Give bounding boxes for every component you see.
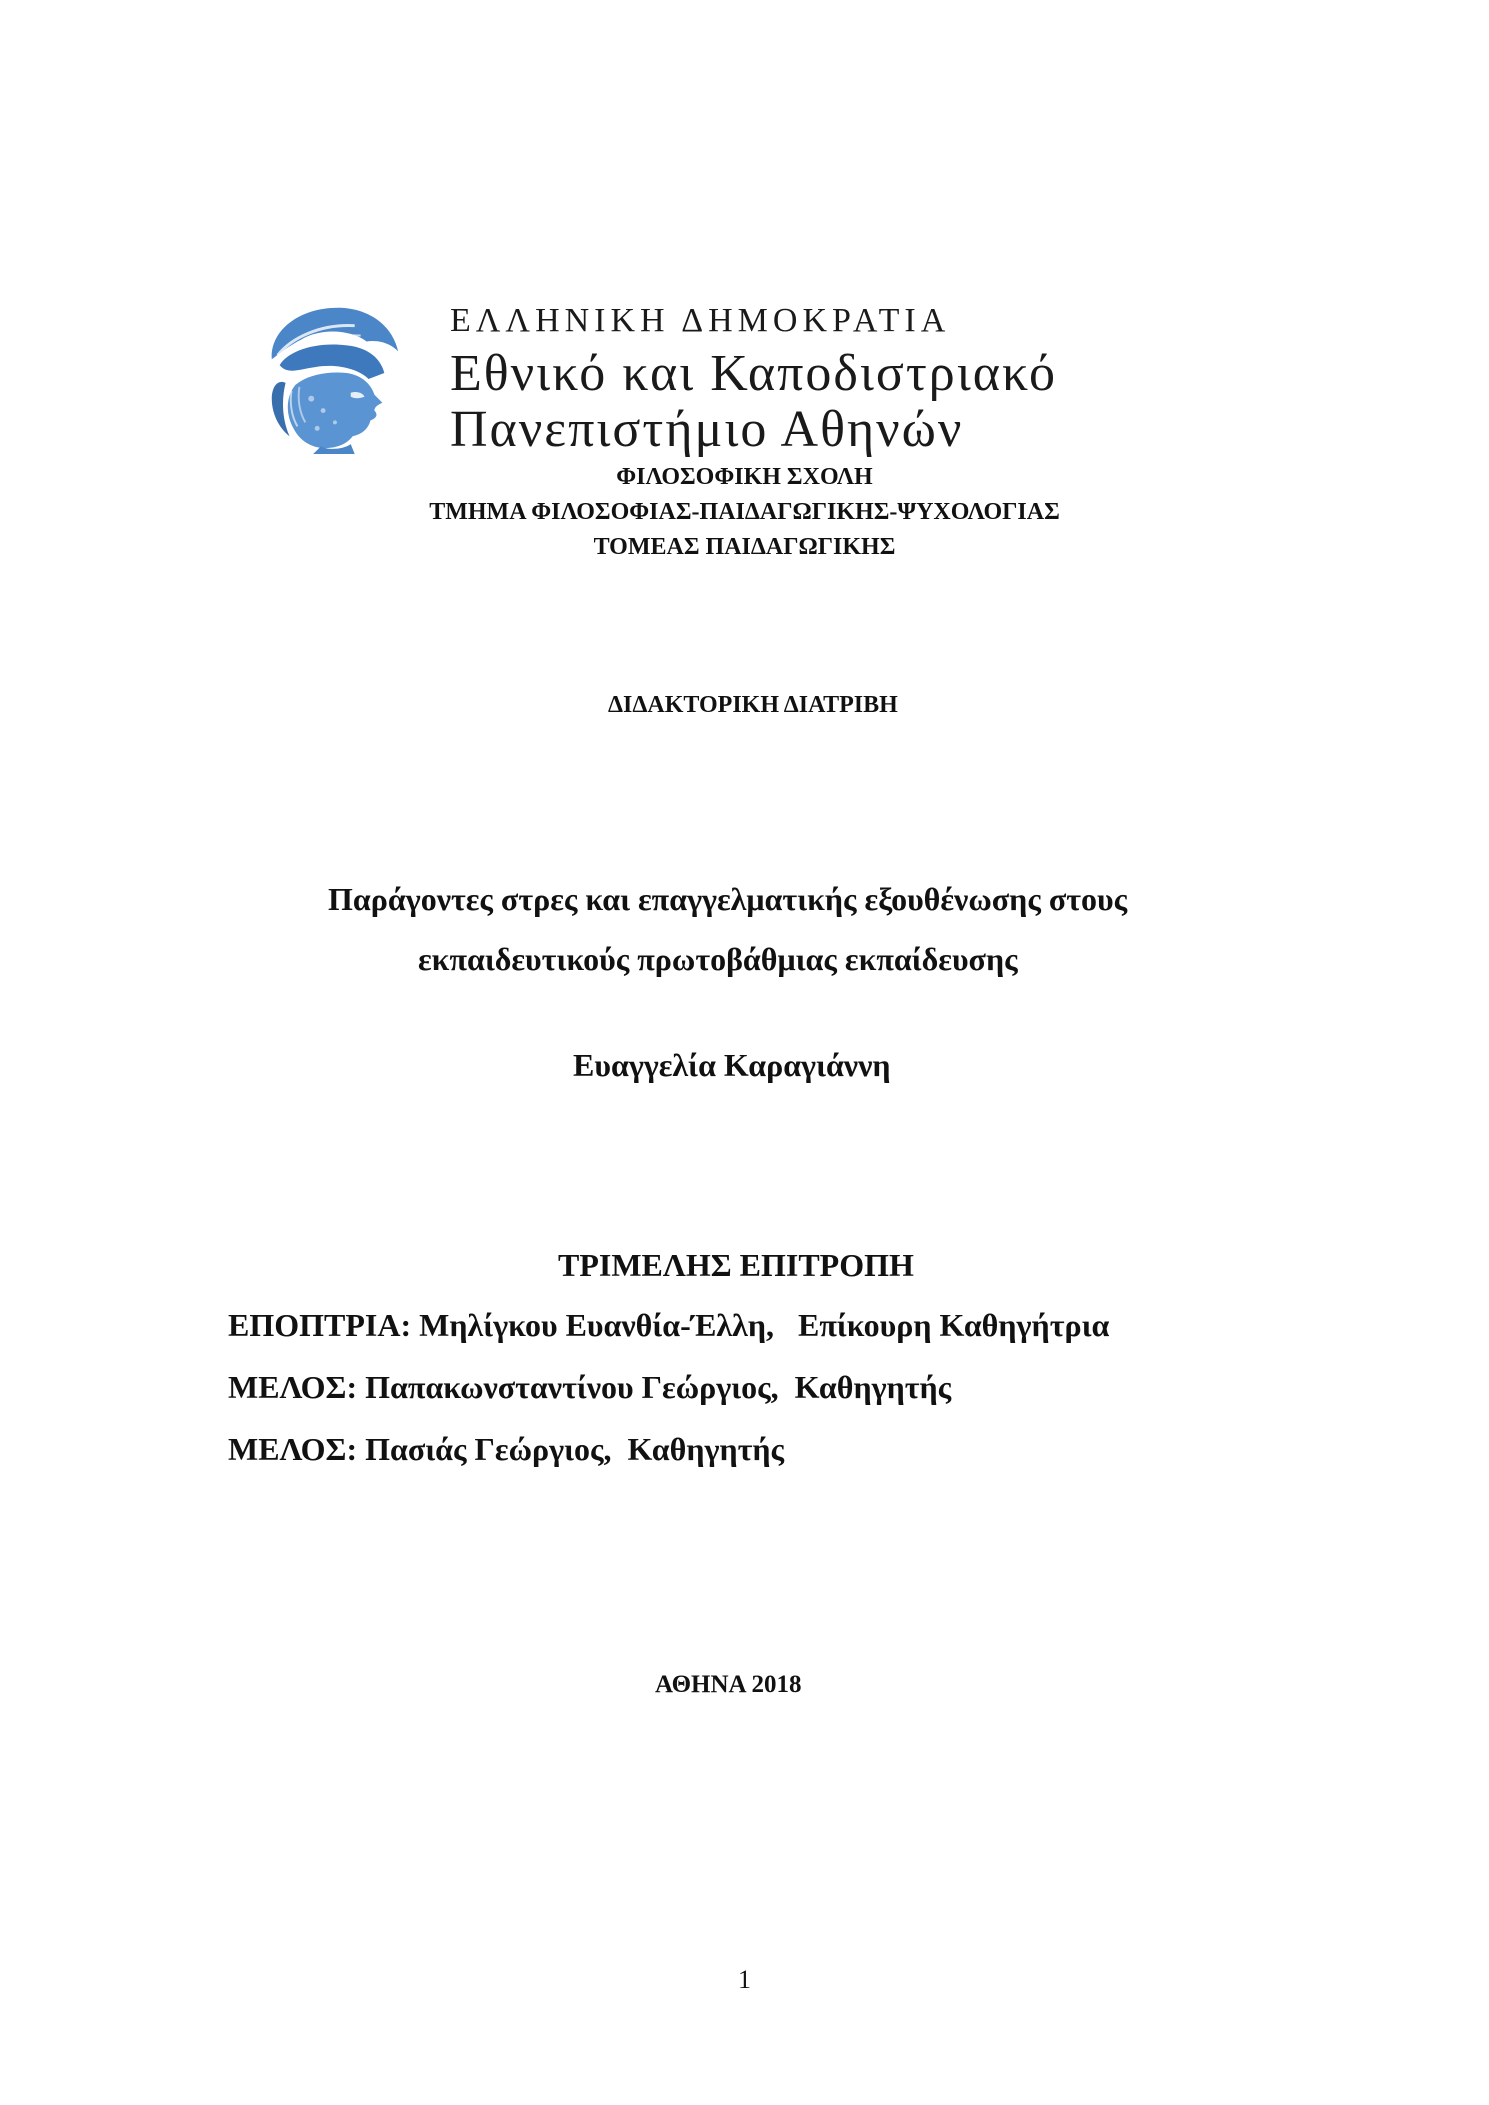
place-and-year: ΑΘΗΝΑ 2018 (655, 1671, 802, 1698)
university-logo (252, 296, 1252, 456)
committee-member-supervisor: ΕΠΟΠΤΡΙΑ: Μηλίγκου Ευανθία-Έλλη, Επίκουρη Καθηγήτρια (228, 1307, 1110, 1343)
committee-heading: ΤΡΙΜΕΛΗΣ ΕΠΙΤΡΟΠΗ (558, 1247, 914, 1283)
university-name-line1: Εθνικό και Καποδιστριακό (450, 345, 1057, 402)
department-name: ΤΜΗΜΑ ΦΙΛΟΣΟΦΙΑΣ-ΠΑΙΔΑΓΩΓΙΚΗΣ-ΨΥΧΟΛΟΓΙΑΣ (429, 499, 1060, 525)
republic-name: ΕΛΛΗΝΙΚΗ ΔΗΜΟΚΡΑΤΙΑ (450, 302, 951, 339)
school-name: ΦΙΛΟΣΟΦΙΚΗ ΣΧΟΛΗ (616, 464, 873, 490)
sector-name: ΤΟΜΕΑΣ ΠΑΙΔΑΓΩΓΙΚΗΣ (593, 534, 896, 560)
committee-member: ΜΕΛΟΣ: Πασιάς Γεώργιος, Καθηγητής (228, 1431, 785, 1467)
thesis-title-line1: Παράγοντες στρες και επαγγελματικής εξουθένωσης στους (328, 881, 1128, 917)
page-number: 1 (738, 1965, 751, 1994)
committee-member: ΜΕΛΟΣ: Παπακωνσταντίνου Γεώργιος, Καθηγητής (228, 1369, 952, 1405)
author-name: Ευαγγελία Καραγιάννη (573, 1047, 891, 1083)
thesis-title-line2: εκπαιδευτικούς πρωτοβάθμιας εκπαίδευσης (418, 941, 1018, 977)
university-name-line2: Πανεπιστήμιο Αθηνών (450, 401, 964, 458)
document-type: ΔΙΔΑΚΤΟΡΙΚΗ ΔΙΑΤΡΙΒΗ (608, 692, 898, 718)
athena-head-emblem-icon (252, 300, 410, 454)
